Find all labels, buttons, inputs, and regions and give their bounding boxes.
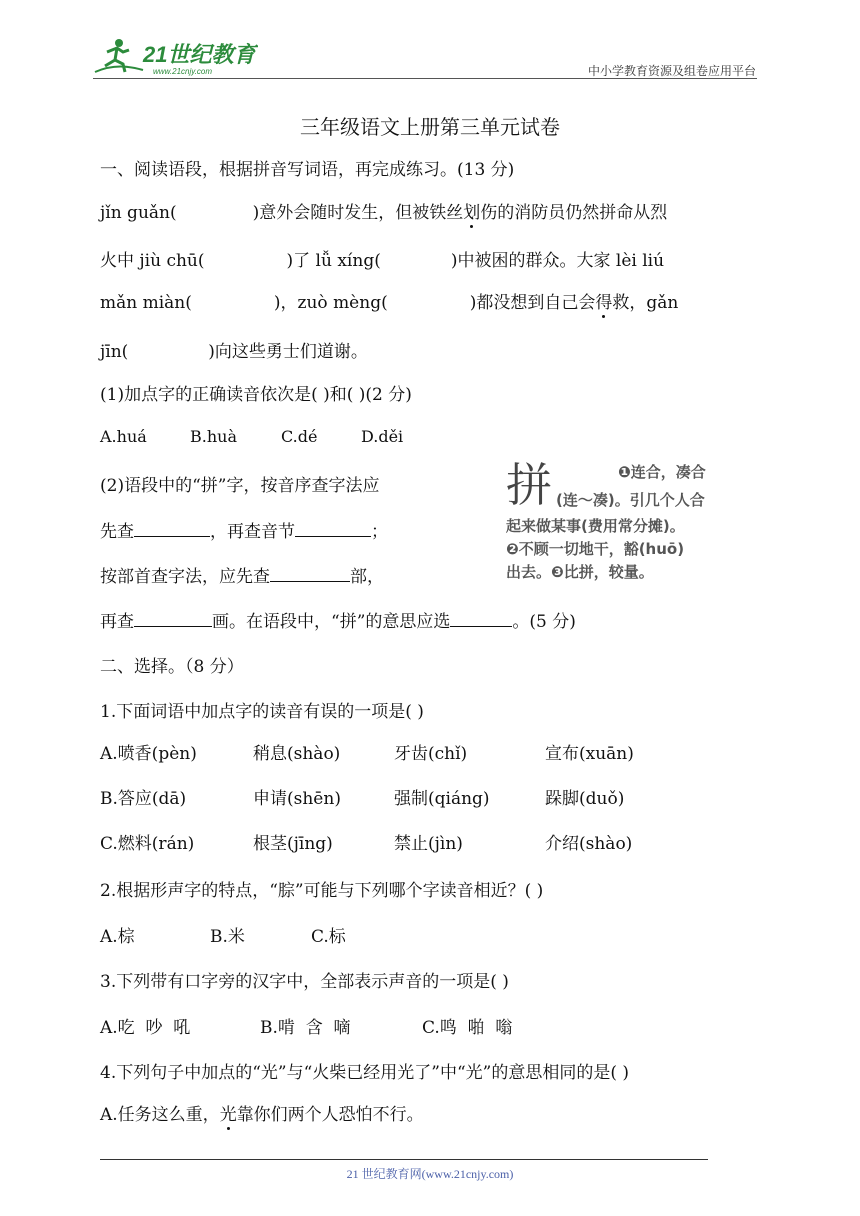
text: )中被困的群众。大家 lèi liú [450,251,665,271]
header-divider [93,78,757,79]
dict-line-1: ❶连合，凑合 [618,463,706,481]
dict-line-5: 出去。❸比拼，较量。 [506,563,654,581]
q2-3-option-c: C.鸣 啪 嗡 [422,1018,513,1038]
dict-line-3: 起来做某事(费用常分摊)。 [506,517,685,535]
platform-name: 中小学教育资源及组卷应用平台 [587,64,756,78]
q2-1-row-c-1: C.燃料(rán) [100,834,195,854]
text: ，再查音节 [210,522,295,542]
logo-text: 21世纪教育 [143,42,256,67]
q2-1-row-a-4: 宣布(xuān) [545,744,634,764]
q1-option-a: A.huá [100,427,147,446]
q2-3-option-b: B.啃 含 嘀 [260,1018,351,1038]
passage-line-3 [100,288,678,313]
dict-headword: 拼 [506,458,552,512]
passage-line-4 [100,337,368,362]
dict-line-4: ❷不顾一切地干，豁(huō) [506,540,685,558]
q2-4-option-a [100,1100,424,1125]
passage-line-2 [100,246,664,271]
question-2-4: 4.下列句子中加点的“光”与“火柴已经用光了”中“光”的意思相同的是( ) [100,1063,630,1083]
passage-line-1 [100,198,667,223]
text: )都没想到自己会 [469,293,596,313]
text: 火中 jiù chū( [100,251,205,271]
question-2-1: 1.下面词语中加点字的读音有误的一项是( ) [100,702,424,722]
text: ； [371,522,388,542]
question-2-3: 3.下列带有口字旁的汉字中，全部表示声音的一项是( ) [100,972,509,992]
text: 靠你们两个人恐怕不行。 [236,1105,424,1125]
logo-url: www.21cnjy.com [153,67,212,76]
q2-3-option-a: A.吃 吵 吼 [100,1018,191,1038]
q2-1-row-b-1: B.答应(dā) [100,789,187,809]
text: 。(5 分) [512,612,576,632]
q2-2-option-a: A.棕 [100,927,135,947]
section2-heading: 二、选择。（8 分） [100,657,244,677]
answer-blank[interactable] [450,609,512,627]
footer-divider [100,1159,708,1160]
text: 按部首查字法，应先查 [100,567,270,587]
text: mǎn miàn( [100,293,192,313]
dotted-char: 划 [463,203,481,223]
answer-blank[interactable] [270,564,350,582]
q1-option-d: D.děi [361,427,404,446]
q1-option-c: C.dé [281,427,318,446]
text: 部， [350,567,384,587]
text: )，zuò mèng( [273,293,388,313]
answer-blank[interactable] [134,609,212,627]
q2-2-option-b: B.米 [210,927,245,947]
q2-1-row-c-4: 介绍(shào) [545,834,633,854]
site-logo [93,36,258,78]
q2-1-row-c-3: 禁止(jìn) [394,834,463,854]
q2-1-row-c-2: 根茎(jīng) [253,834,333,854]
q2-2-option-c: C.标 [311,927,346,947]
dictionary-entry-image [502,455,762,585]
runner-icon [95,39,143,72]
dotted-char: 得 [595,293,613,313]
text: 画。在语段中，“拼”的意思应选 [212,612,451,632]
q2-1-row-a-3: 牙齿(chǐ) [394,744,468,764]
question-2-2: 2.根据形声字的特点，“腙”可能与下列哪个字读音相近？( ) [100,881,544,901]
text: )意外会随时发生，但被铁丝 [252,203,464,223]
page-title: 三年级语文上册第三单元试卷 [300,115,560,139]
q2-1-row-b-3: 强制(qiáng) [394,789,490,809]
text: )向这些勇士们道谢。 [208,342,368,362]
footer-text: 21 世纪教育网(www.21cnjy.com) [346,1167,514,1181]
dict-line-2: (连～凑)。引几个人合 [556,491,705,509]
q2-1-row-b-4: 跺脚(duǒ) [545,789,625,809]
text: 再查 [100,612,134,632]
question-1-2-line3 [100,562,384,587]
answer-blank[interactable] [134,519,210,537]
question-1-1: (1)加点字的正确读音依次是( )和( )(2 分) [100,385,412,405]
q2-1-row-a-1: A.喷香(pèn) [100,744,197,764]
question-1-2-line4 [100,607,576,632]
q2-1-row-b-2: 申请(shēn) [253,789,341,809]
text: 救，gǎn [612,293,679,313]
dotted-char: 光 [219,1105,237,1125]
answer-blank[interactable] [295,519,371,537]
q1-option-b: B.huà [190,427,237,446]
text: )了 lǚ xíng( [286,251,381,271]
text: A.任务这么重， [100,1105,220,1125]
text: jǐn guǎn( [100,203,177,223]
text: jīn( [100,342,129,362]
q2-1-row-a-2: 稍息(shào) [253,744,341,764]
text: 先查 [100,522,134,542]
question-1-2-line2 [100,517,388,542]
text: 伤的消防员仍然拼命从烈 [480,203,668,223]
question-1-2-line1: (2)语段中的“拼”字，按音序查字法应 [100,476,380,496]
section1-heading: 一、阅读语段，根据拼音写词语，再完成练习。(13 分) [100,160,515,180]
